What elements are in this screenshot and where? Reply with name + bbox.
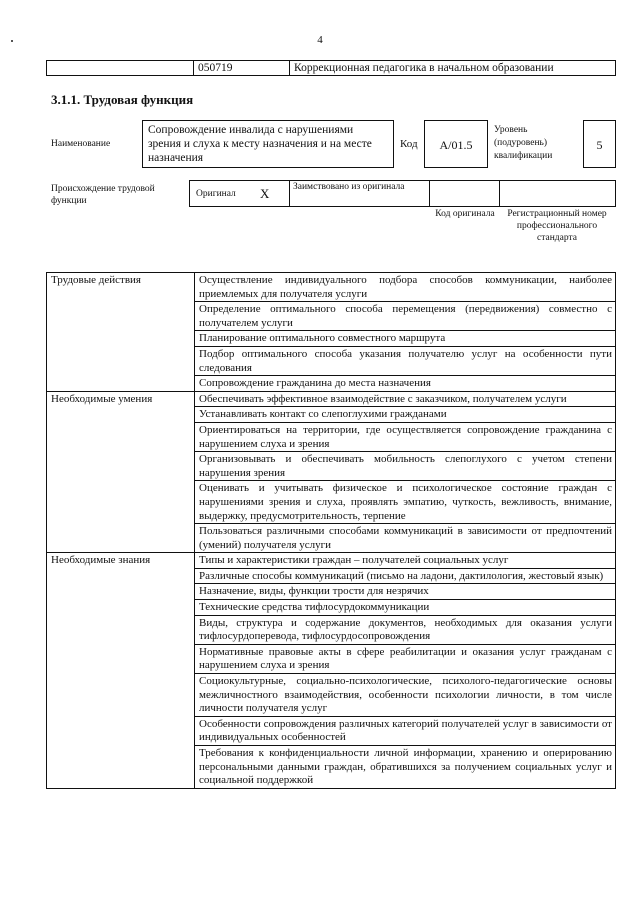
table-cell: Осуществление индивидуального подбора способов коммуникации, наиболее приемлемых для получателя услуги	[195, 273, 616, 302]
code-row-name: Коррекционная педагогика в начальном образовании	[289, 60, 616, 76]
page-number: 4	[317, 34, 323, 46]
table-cell: Технические средства тифлосурдокоммуникации	[195, 600, 616, 616]
code-row-code: 050719	[193, 60, 290, 76]
code-caption: Код оригинала	[435, 209, 495, 219]
origin-code-cell	[430, 181, 500, 206]
table-cell: Планирование оптимального совместного маршрута	[195, 331, 616, 347]
table-cell: Нормативные правовые акты в сфере реабилитации и оказания услуг гражданам с нарушением слуха и зрения	[195, 644, 616, 673]
table-cell: Организовывать и обеспечивать мобильность слепоглухого с учетом степени нарушения зрения	[195, 452, 616, 481]
code-row-empty-cell	[46, 60, 194, 76]
table-cell: Социокультурные, социально-психологические, психолого-педагогические основы межличностного взаимодействия, особенности психологии личности, в том числе личности получателя услуг	[195, 674, 616, 717]
table-cell: Ориентироваться на территории, где осуществляется сопровождение гражданина с нарушением слуха и зрения	[195, 422, 616, 451]
function-code: A/01.5	[424, 120, 488, 168]
function-details-table	[46, 272, 616, 789]
original-label: Оригинал	[196, 189, 236, 199]
origin-table	[189, 180, 616, 207]
section-title: 3.1.1. Трудовая функция	[51, 92, 194, 107]
section-title-knowledge: Необходимые знания	[47, 553, 195, 789]
table-cell: Особенности сопровождения различных категорий получателей услуг в зависимости от индивидуальных особенностей	[195, 716, 616, 745]
table-row	[47, 273, 616, 302]
table-cell: Сопровождение гражданина до места назначения	[195, 376, 616, 392]
table-cell: Различные способы коммуникаций (письмо на ладони, дактилология, жестовый язык)	[195, 568, 616, 584]
table-cell: Назначение, виды, функции трости для незрячих	[195, 584, 616, 600]
table-row	[47, 391, 616, 407]
origin-borrowed-cell	[290, 181, 430, 206]
code-label: Код	[400, 138, 418, 150]
level-label: Уровень (подуровень) квалификации	[494, 125, 553, 161]
table-cell: Обеспечивать эффективное взаимодействие с заказчиком, получателем услуги	[195, 391, 616, 407]
table-cell: Определение оптимального способа перемещения (передвижения) совместно с получателем услуги	[195, 302, 616, 331]
section-title-skills: Необходимые умения	[47, 391, 195, 553]
table-cell: Типы и характеристики граждан – получателей социальных услуг	[195, 553, 616, 569]
table-cell: Пользоваться различными способами коммуникаций в зависимости от предпочтений (умений) получателя услуги	[195, 524, 616, 553]
original-mark: X	[260, 186, 270, 201]
table-cell: Требования к конфиденциальности личной информации, хранению и оперированию персональными данными граждан, обратившихся за получением социальных услуг и социальной поддержкой	[195, 746, 616, 789]
scan-mark	[11, 40, 13, 42]
reg-caption: Регистрационный номер профессионального стандарта	[507, 209, 607, 243]
table-cell: Виды, структура и содержание документов, необходимых для оказания услуги тифлосурдоперевода, тифлосурдосопровождения	[195, 615, 616, 644]
origin-label: Происхождение трудовой функции	[51, 184, 155, 206]
function-name: Сопровождение инвалида с нарушениями зрения и слуха к месту назначения и на месте назначения	[142, 120, 394, 168]
section-title-labor-actions: Трудовые действия	[47, 273, 195, 392]
borrowed-label: Заимствовано из оригинала	[293, 182, 405, 192]
level-value: 5	[583, 120, 616, 168]
table-cell: Оценивать и учитывать физическое и психологическое состояние граждан с нарушениями зрения и слуха, проявлять эмпатию, чуткость, вежливость, внимание, выдержку, предусмотрительность, терпение	[195, 481, 616, 524]
name-label: Наименование	[51, 139, 111, 149]
table-cell: Устанавливать контакт со слепоглухими гражданами	[195, 407, 616, 423]
origin-reg-cell	[500, 181, 615, 206]
table-cell: Подбор оптимального способа указания получателю услуг на особенности пути следования	[195, 346, 616, 375]
table-row	[47, 553, 616, 569]
origin-original-cell	[190, 181, 290, 206]
